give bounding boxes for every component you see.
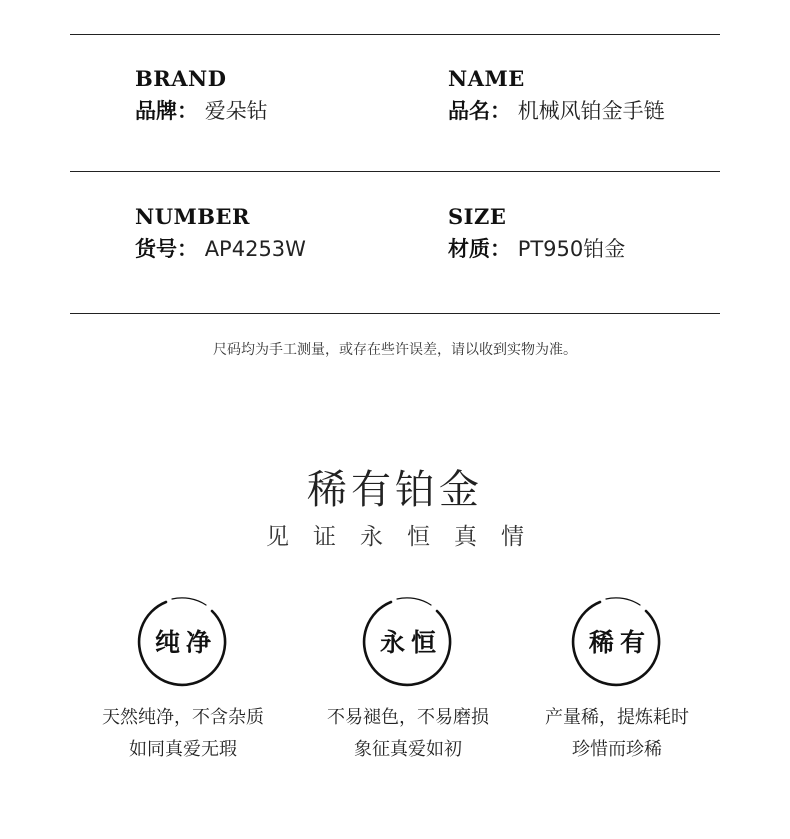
- spec-size-value-row: [448, 235, 625, 263]
- feature-badge: [570, 596, 664, 690]
- spec-size: [448, 205, 625, 263]
- spec-brand: [135, 67, 268, 125]
- feature-description-line: 象征真爱如初: [354, 739, 462, 760]
- spec-name-heading: NAME: [448, 66, 525, 91]
- feature-badge-label: 稀有: [588, 628, 651, 657]
- feature-description: [73, 702, 293, 766]
- feature-rarity: [507, 596, 727, 766]
- divider-middle: [70, 171, 720, 172]
- spec-name-label: 品名：: [448, 99, 511, 123]
- feature-description-line: 不易褪色，不易磨损: [327, 707, 489, 728]
- spec-brand-label: 品牌：: [135, 99, 198, 123]
- spec-number-value: AP4253W: [204, 237, 306, 261]
- feature-description-line: 如同真爱无瑕: [129, 739, 237, 760]
- spec-size-heading: SIZE: [448, 204, 507, 229]
- section-title: 稀有铂金: [307, 467, 483, 513]
- spec-number-value-row: [135, 235, 306, 263]
- feature-description: [507, 702, 727, 766]
- spec-name-value: 机械风铂金手链: [517, 99, 665, 123]
- spec-name: [448, 67, 665, 125]
- feature-badge: [361, 596, 455, 690]
- feature-description: [298, 702, 518, 766]
- spec-brand-value: 爱朵钻: [204, 99, 268, 123]
- feature-description-line: 珍惜而珍稀: [572, 739, 662, 760]
- spec-brand-heading: BRAND: [135, 66, 227, 91]
- spec-number: [135, 205, 306, 263]
- spec-number-heading: NUMBER: [135, 204, 250, 229]
- spec-size-value: PT950铂金: [517, 237, 626, 261]
- section-subtitle: 见证永恒真情: [266, 524, 548, 550]
- measurement-note: 尺码均为手工测量，或存在些许误差，请以收到实物为准。: [213, 342, 577, 358]
- spec-number-label: 货号：: [135, 237, 198, 261]
- feature-badge-label: 纯净: [154, 628, 217, 657]
- spec-size-label: 材质：: [448, 237, 511, 261]
- divider-top: [70, 34, 720, 35]
- spec-name-value-row: [448, 97, 665, 125]
- feature-description-line: 天然纯净，不含杂质: [102, 707, 264, 728]
- feature-badge: [136, 596, 230, 690]
- feature-purity: [73, 596, 293, 766]
- spec-brand-value-row: [135, 97, 268, 125]
- divider-bottom: [70, 313, 720, 314]
- feature-badge-label: 永恒: [379, 628, 442, 657]
- feature-description-line: 产量稀，提炼耗时: [545, 707, 689, 728]
- feature-eternity: [298, 596, 518, 766]
